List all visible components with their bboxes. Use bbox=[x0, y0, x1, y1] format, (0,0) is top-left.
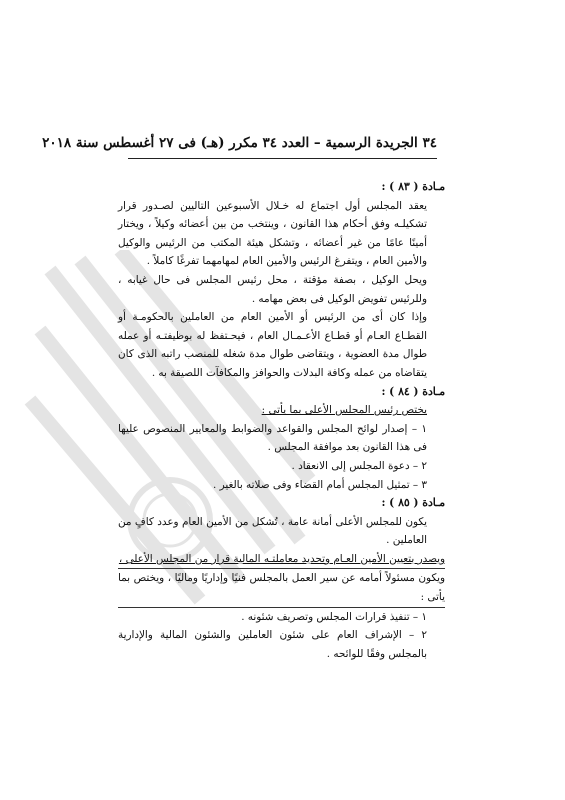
article-83-paragraph-3: وإذا كان أى من الرئيس أو الأمين العام من العاملين بالحكومـة أو القطـاع العـام أو قطـاع الأعـمـال العام ، فيحـتفظ له بوظيفتـه أو عمله طوال مدة العضوية ، ويتقاضى طوال مدة شغله للمنصب راتبه الذى كان يتقاضاه من عمله وكافة البدلات والحوافز والمكافآت اللصيقة به . bbox=[118, 311, 427, 379]
article-84-item-3: ٣ – تمثيل المجلس أمام القضاء وفى صلاته بالغير . bbox=[213, 478, 427, 491]
article-85-item-1: ١ – تنفيذ قرارات المجلس وتصريف شئونه . bbox=[241, 610, 427, 623]
article-83-paragraph-1: يعقد المجلس أول اجتماع له خـلال الأسبوعين التاليين لصـدور قرار تشكيلـه وفق أحكام هذا القانون ، وينتخب من بين أعضائه وكيلاً ، ويختار أمينًا عامًا من غير أعضائه ، وتشكل هيئة المكتب من الرئيس والوكيل والأمين العام ، ويتفرغ الرئيس والأمين العام لمهامهما تفرغًا كاملاً . bbox=[118, 199, 427, 268]
article-84-item-1: ١ – إصدار لوائح المجلس والقواعد والضوابط والمعايير المنصوص عليها فى هذا القانون بعد موافقة المجلس . bbox=[118, 422, 427, 454]
header-divider bbox=[128, 158, 437, 159]
article-83-paragraph-2: ويحل الوكيل ، بصفة مؤقتة ، محل رئيس المجلس فى حال غيابه ، وللرئيس تفويض الوكيل فى بعض مهامه . bbox=[118, 273, 427, 305]
article-84-intro: يختص رئيس المجلس الأعلى بما يأتى : bbox=[261, 404, 427, 417]
article-85-paragraph-2: ويصدر بتعيين الأمين العـام وتحديد معاملتـه المالية قرار من المجلس الأعلى ، bbox=[118, 552, 445, 565]
article-85-paragraph-3: ويكون مسئولاً أمامه عن سير العمل بالمجلس فنيًا وإداريًا وماليًا ، ويختص بما يأتى : bbox=[118, 568, 445, 607]
article-84-item-2: ٢ – دعوة المجلس إلى الانعقاد . bbox=[291, 459, 427, 472]
article-85-paragraph-1: يكون للمجلس الأعلى أمانة عامة ، تُشكل من الأمين العام وعدد كافٍ من العاملين . bbox=[118, 515, 427, 547]
article-85-heading: مـادة ( ٨٥ ) : bbox=[381, 496, 445, 510]
page-header: ٣٤ الجريدة الرسمية – العدد ٣٤ مكرر (هـ) فى ٢٧ أغسطس سنة ٢٠١٨ bbox=[42, 135, 437, 151]
article-85-item-2: ٢ – الإشراف العام على شئون العاملين والشئون المالية والإدارية بالمجلس وفقًا للوائحه . bbox=[118, 629, 427, 660]
article-84-heading: مـادة ( ٨٤ ) : bbox=[381, 384, 445, 398]
document-body bbox=[118, 178, 445, 663]
article-83-heading: مـادة ( ٨٣ ) : bbox=[381, 180, 445, 193]
